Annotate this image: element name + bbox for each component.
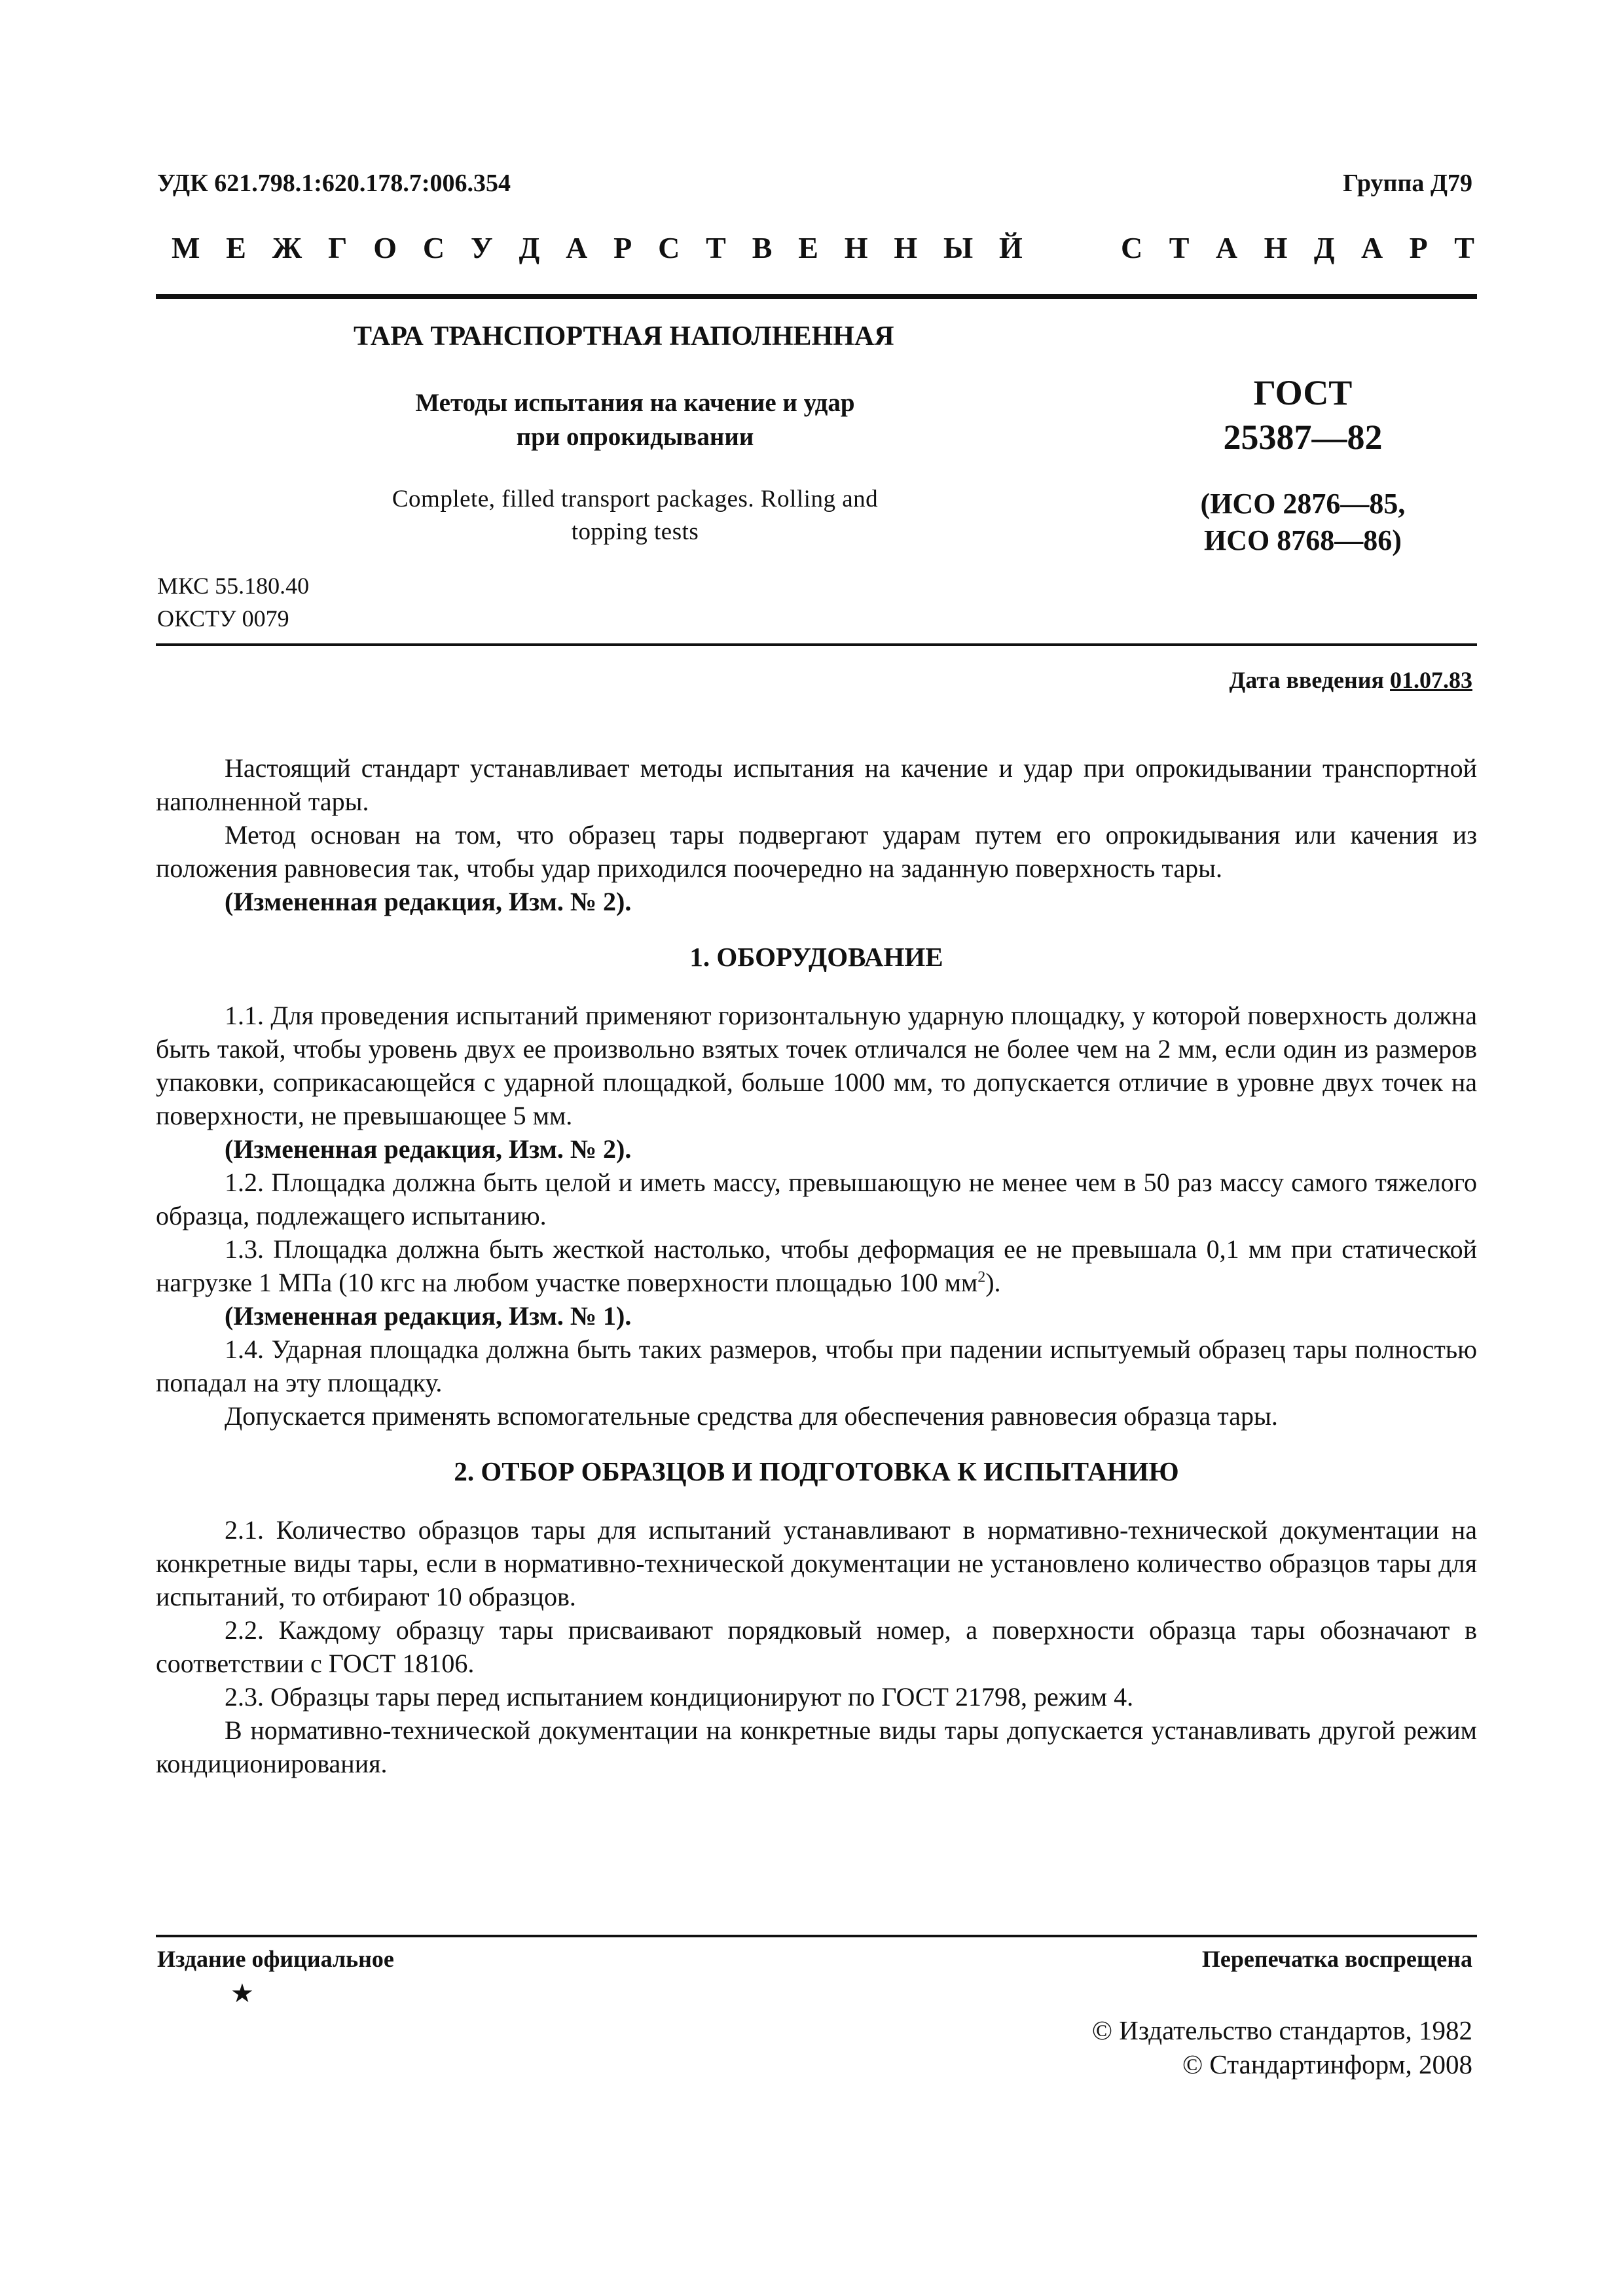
paragraph: [156, 1232, 1477, 1299]
iso-equivalents: [1126, 486, 1480, 559]
amendment-note: (Измененная редакция, Изм. № 2).: [225, 1134, 632, 1164]
banner-letter: О: [373, 231, 397, 264]
paragraph: В нормативно-технической документации на конкретные виды тары допускается устанавливать другой режим кондиционирования.: [156, 1715, 1477, 1778]
banner-letter: Ж: [272, 231, 302, 264]
title-divider: [156, 643, 1477, 646]
banner-letter: А: [1215, 231, 1238, 264]
interstate-standard-banner: [172, 230, 1474, 265]
paragraph: 1.2. Площадка должна быть целой и иметь массу, превышающую не менее чем в 50 раз массу самого тяжелого образца, подлежащего испытанию.: [156, 1168, 1477, 1230]
reprint-prohibited-label: Перепечатка воспрещена: [1201, 1946, 1472, 1972]
banner-word-standard: [1121, 230, 1474, 265]
iso-reference: (ИСО 2876—85,: [1200, 488, 1406, 520]
okstu-code: ОКСТУ 0079: [157, 605, 289, 632]
banner-letter: Й: [999, 231, 1023, 264]
paragraph: 1.1. Для проведения испытаний применяют горизонтальную ударную площадку, у которой поверхность должна быть такой, чтобы уровень двух ее произвольно взятых точек отличался не более чем на 2 мм, если один из размеров упаковки, соприкасающейся с ударной площадкой, больше 1000 мм, то допускается отличие в уровне двух точек на поверхности, не превышающее 5 мм.: [156, 1001, 1477, 1130]
subtitle-line: Методы испытания на качение и удар: [415, 389, 855, 417]
classification-codes: [157, 569, 309, 635]
amendment-note: (Измененная редакция, Изм. № 2).: [225, 887, 632, 916]
banner-letter: Г: [328, 231, 348, 264]
superscript: 2: [977, 1268, 986, 1286]
banner-letter: Т: [1454, 231, 1474, 264]
banner-letter: М: [172, 231, 200, 264]
banner-word-interstate: [172, 230, 1023, 265]
banner-letter: У: [470, 231, 493, 264]
copyright-block: [1092, 2013, 1472, 2081]
star-icon: ★: [230, 1979, 254, 2008]
udk-code: УДК 621.798.1:620.178.7:006.354: [157, 170, 511, 197]
official-edition-label: Издание официальное: [157, 1946, 394, 1972]
paragraph: 2.2. Каждому образцу тары присваивают порядковый номер, а поверхности образца тары обозначают в соответствии с ГОСТ 18106.: [156, 1615, 1477, 1678]
section-heading: 1. ОБОРУДОВАНИЕ: [689, 942, 943, 972]
paragraph: 2.3. Образцы тары перед испытанием кондиционируют по ГОСТ 21798, режим 4.: [225, 1682, 1134, 1712]
banner-letter: Д: [519, 231, 540, 264]
footer-divider: [156, 1935, 1477, 1937]
banner-letter: Н: [894, 231, 918, 264]
english-title: [340, 483, 930, 548]
gost-label: ГОСТ: [1253, 373, 1353, 412]
banner-letter: Т: [1169, 231, 1190, 264]
document-title: ТАРА ТРАНСПОРТНАЯ НАПОЛНЕННАЯ: [354, 321, 894, 351]
banner-letter: С: [422, 231, 445, 264]
banner-letter: Е: [226, 231, 246, 264]
introduction-date-label: Дата введения: [1229, 667, 1384, 693]
english-title-line: topping tests: [571, 518, 699, 545]
paragraph: 1.4. Ударная площадка должна быть таких размеров, чтобы при падении испытуемый образец тары полностью попадал на эту площадку.: [156, 1335, 1477, 1397]
group-code: Группа Д79: [1343, 170, 1472, 197]
paragraph: 2.1. Количество образцов тары для испытаний устанавливают в нормативно-технической документации на конкретные виды тары, если в нормативно-технической документации не установлено количество образцов тары для испытаний, то отбирают 10 образцов.: [156, 1515, 1477, 1611]
document-body: [156, 751, 1477, 1780]
iso-reference: ИСО 8768—86): [1204, 524, 1402, 556]
paragraph-text: 1.3. Площадка должна быть жесткой настолько, чтобы деформация ее не превышала 0,1 мм при статической нагрузке 1 МПа (10 кгс на любом участке поверхности площадью 100 мм: [156, 1234, 1477, 1297]
gost-code: 25387—82: [1223, 418, 1383, 457]
section-heading: 2. ОТБОР ОБРАЗЦОВ И ПОДГОТОВКА К ИСПЫТАНИЮ: [454, 1456, 1179, 1486]
banner-letter: Н: [1264, 231, 1288, 264]
banner-letter: С: [1121, 231, 1143, 264]
banner-letter: Р: [1409, 231, 1428, 264]
mks-code: МКС 55.180.40: [157, 573, 310, 599]
amendment-note: (Измененная редакция, Изм. № 1).: [225, 1301, 632, 1331]
introduction-date-value: 01.07.83: [1390, 667, 1472, 693]
banner-letter: В: [752, 231, 773, 264]
copyright-line: © Стандартинформ, 2008: [1182, 2049, 1472, 2079]
banner-letter: С: [658, 231, 680, 264]
paragraph: Настоящий стандарт устанавливает методы испытания на качение и удар при опрокидывании транспортной наполненной тары.: [156, 753, 1477, 816]
banner-letter: Т: [706, 231, 726, 264]
banner-letter: Н: [844, 231, 868, 264]
paragraph: Допускается применять вспомогательные средства для обеспечения равновесия образца тары.: [225, 1401, 1278, 1431]
banner-letter: А: [566, 231, 588, 264]
subtitle-line: при опрокидывании: [516, 423, 754, 451]
header-divider: [156, 294, 1477, 299]
paragraph-text: ).: [985, 1268, 1001, 1297]
english-title-line: Complete, filled transport packages. Rolling and: [392, 486, 879, 512]
banner-letter: Д: [1313, 231, 1335, 264]
banner-letter: Ы: [943, 231, 974, 264]
document-subtitle: [367, 386, 903, 454]
banner-letter: А: [1360, 231, 1383, 264]
paragraph: Метод основан на том, что образец тары подвергают ударам путем его опрокидывания или качения из положения равновесия так, чтобы удар приходился поочередно на заданную поверхность тары.: [156, 820, 1477, 883]
banner-letter: Р: [613, 231, 632, 264]
banner-letter: Е: [798, 231, 818, 264]
introduction-date: [1230, 666, 1473, 694]
gost-number: [1126, 370, 1480, 459]
copyright-line: © Издательство стандартов, 1982: [1091, 2015, 1472, 2045]
